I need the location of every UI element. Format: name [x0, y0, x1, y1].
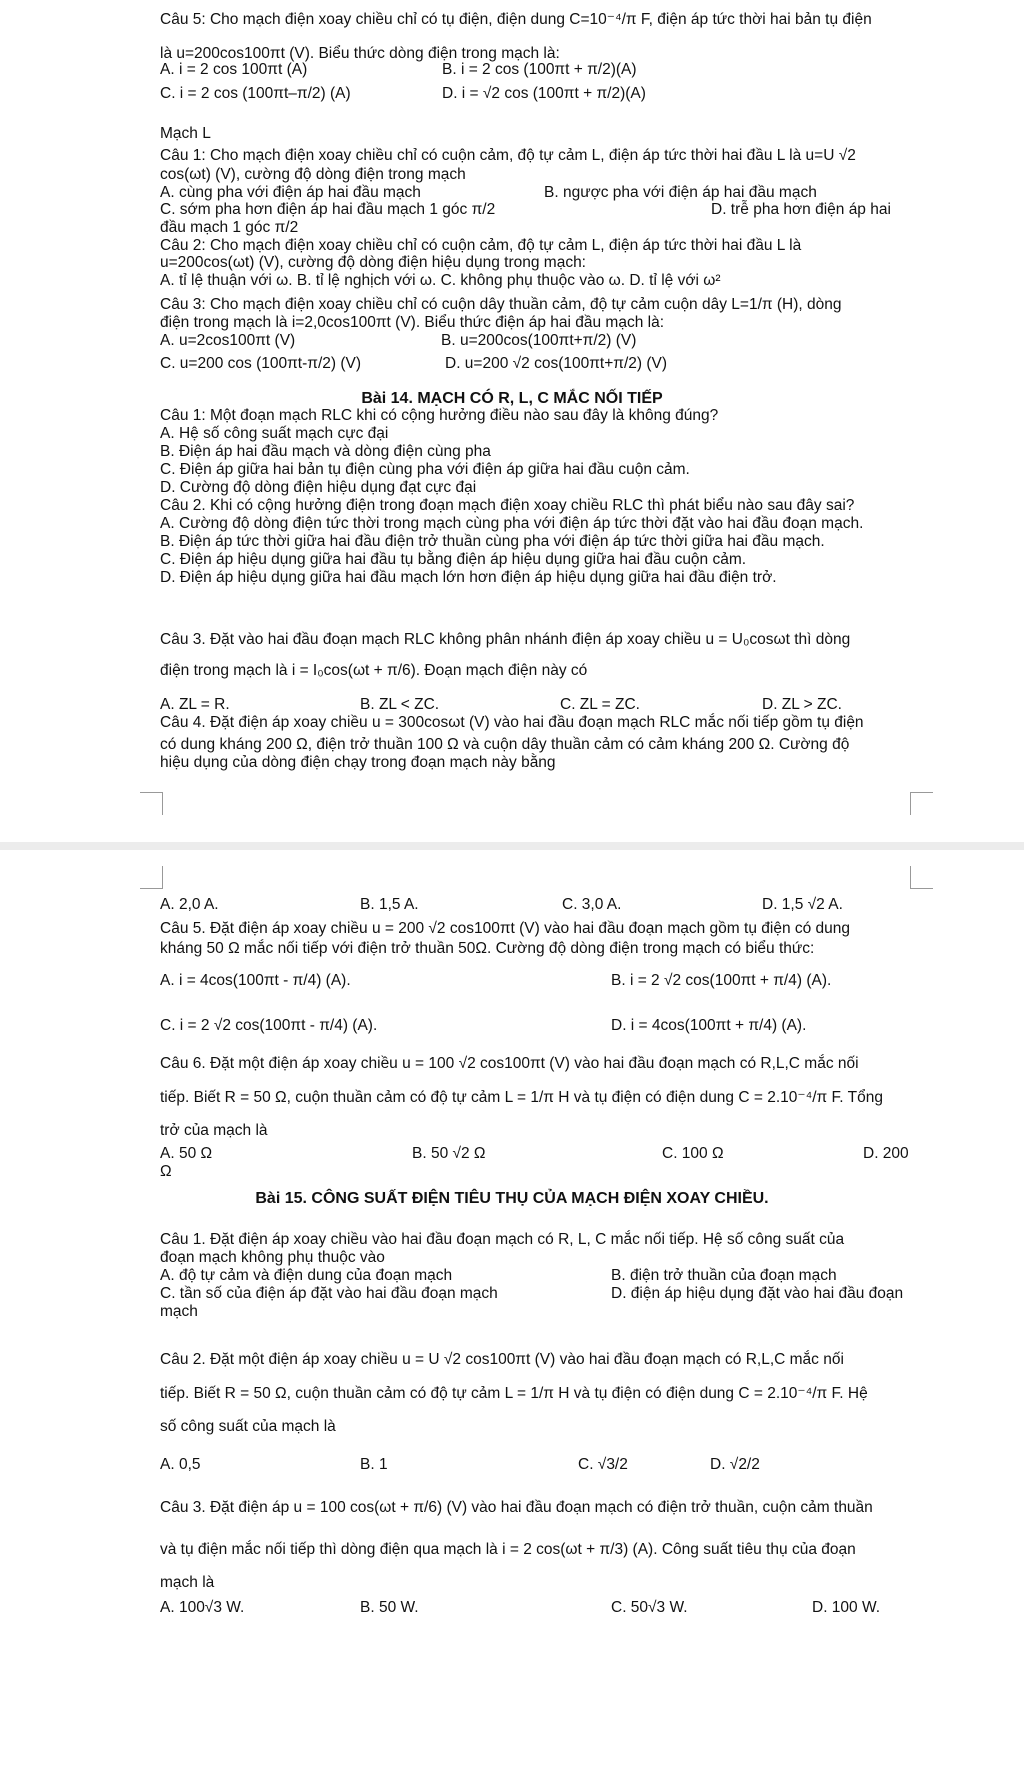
answer-b: B. 1,5 A.: [360, 896, 419, 913]
question-text: có dung kháng 200 Ω, điện trở thuần 100 Ω và cuộn dây thuần cảm có cảm kháng 200 Ω. Cường độ: [160, 736, 850, 753]
answer-c: C. tần số của điện áp đặt vào hai đầu đoạn mạch: [160, 1285, 498, 1302]
answer-d: D. i = √2 cos (100πt + π/2)(A): [442, 85, 646, 102]
answer-b: B. 50 W.: [360, 1599, 419, 1616]
question-text: Câu 2: Cho mạch điện xoay chiều chỉ có cuộn cảm, độ tự cảm L, điện áp tức thời hai đầu L là: [160, 237, 802, 254]
answer-a: A. u=2cos100πt (V): [160, 332, 296, 349]
answer-d: D. 1,5 √2 A.: [762, 896, 843, 913]
question-text: Câu 5. Đặt điện áp xoay chiều u = 200 √2 cos100πt (V) vào hai đầu đoạn mạch gồm tụ điện có dung: [160, 920, 851, 937]
question-text: Câu 3. Đặt vào hai đầu đoạn mạch RLC không phân nhánh điện áp xoay chiều u = U₀cosωt thì dòng: [160, 631, 851, 648]
page-corner-mark: [140, 866, 163, 889]
question-text: tiếp. Biết R = 50 Ω, cuộn thuần cảm có độ tự cảm L = 1/π H và tụ điện có điện dung C = 2.10⁻⁴/π F. Hệ: [160, 1385, 868, 1402]
answer-c: C. 100 Ω: [662, 1145, 724, 1162]
answer-c: C. u=200 cos (100πt-π/2) (V): [160, 355, 362, 372]
question-text: cos(ωt) (V), cường độ dòng điện trong mạch: [160, 166, 466, 183]
answer-b: B. Điện áp hai đầu mạch và dòng điện cùng pha: [160, 443, 491, 460]
section-title: Mạch L: [160, 125, 211, 142]
answer-b: B. điện trở thuần của đoạn mạch: [611, 1267, 837, 1284]
answer-d: D. u=200 √2 cos(100πt+π/2) (V): [445, 355, 668, 372]
question-text: đầu mạch 1 góc π/2: [160, 219, 299, 236]
answer-c: C. Điện áp giữa hai bản tụ điện cùng pha với điện áp giữa hai đầu cuộn cảm.: [160, 461, 690, 478]
question-text: Câu 6. Đặt một điện áp xoay chiều u = 100 √2 cos100πt (V) vào hai đầu đoạn mạch có R,L,C mắc nối: [160, 1055, 859, 1072]
answer-row: A. tỉ lệ thuận với ω. B. tỉ lệ nghịch với ω. C. không phụ thuộc vào ω. D. tỉ lệ với ω²: [160, 272, 721, 289]
page-corner-mark: [910, 792, 933, 815]
answer-c: C. 50√3 W.: [611, 1599, 688, 1616]
answer-b: B. ngược pha với điện áp hai đầu mạch: [544, 184, 817, 201]
answer-a: A. Hệ số công suất mạch cực đại: [160, 425, 389, 442]
answer-b: B. 50 √2 Ω: [412, 1145, 486, 1162]
question-text: là u=200cos100πt (V). Biểu thức dòng điện trong mạch là:: [160, 45, 560, 62]
answer-d: D. điện áp hiệu dụng đặt vào hai đầu đoạn: [611, 1285, 904, 1302]
answer-d: D. 200: [863, 1145, 909, 1162]
answer-d: D. trễ pha hơn điện áp hai: [711, 201, 891, 218]
answer-unit: Ω: [160, 1163, 172, 1180]
answer-c: C. Điện áp hiệu dụng giữa hai đầu tụ bằng điện áp hiệu dụng giữa hai đầu cuộn cảm.: [160, 551, 747, 568]
question-text: điện trong mạch là i=2,0cos100πt (V). Biểu thức điện áp hai đầu mạch là:: [160, 314, 665, 331]
answer-b: B. ZL < ZC.: [360, 696, 440, 713]
answer-d: D. Cường độ dòng điện hiệu dụng đạt cực đại: [160, 479, 477, 496]
question-text: số công suất của mạch là: [160, 1418, 336, 1435]
answer-a: A. i = 2 cos 100πt (A): [160, 61, 308, 78]
question-text: đoạn mạch không phụ thuộc vào: [160, 1249, 385, 1266]
answer-c: C. √3/2: [578, 1456, 628, 1473]
question-text: trở của mạch là: [160, 1122, 268, 1139]
answer-d: D. 100 W.: [812, 1599, 881, 1616]
answer-b: B. 1: [360, 1456, 388, 1473]
lesson-heading: Bài 15. CÔNG SUẤT ĐIỆN TIÊU THỤ CỦA MẠCH ĐIỆN XOAY CHIỀU.: [255, 1190, 769, 1207]
answer-a: A. i = 4cos(100πt - π/4) (A).: [160, 972, 351, 989]
question-text: Câu 3. Đặt điện áp u = 100 cos(ωt + π/6) (V) vào hai đầu đoạn mạch có điện trở thuần, cuộn cảm thuần: [160, 1499, 873, 1516]
lesson-heading: Bài 14. MẠCH CÓ R, L, C MẮC NỐI TIẾP: [361, 390, 663, 407]
answer-a: A. độ tự cảm và điện dung của đoạn mạch: [160, 1267, 453, 1284]
answer-a: A. Cường độ dòng điện tức thời trong mạch cùng pha với điện áp tức thời đặt vào hai đầu đoạn mạch.: [160, 515, 864, 532]
question-text: kháng 50 Ω mắc nối tiếp với điện trở thuần 50Ω. Cường độ dòng điện trong mạch có biểu thức:: [160, 940, 815, 957]
answer-a: A. cùng pha với điện áp hai đầu mạch: [160, 184, 421, 201]
answer-d: D. ZL > ZC.: [762, 696, 842, 713]
answer-b: B. i = 2 √2 cos(100πt + π/4) (A).: [611, 972, 832, 989]
question-text: mạch: [160, 1303, 198, 1320]
question-text: Câu 1: Cho mạch điện xoay chiều chỉ có cuộn cảm, độ tự cảm L, điện áp tức thời hai đầu L là u=U √2: [160, 147, 856, 164]
question-text: Câu 2. Khi có cộng hưởng điện trong đoạn mạch điện xoay chiều RLC thì phát biểu nào sau đây sai?: [160, 497, 855, 514]
question-text: mạch là: [160, 1574, 215, 1591]
question-text: Câu 4. Đặt điện áp xoay chiều u = 300cosωt (V) vào hai đầu đoạn mạch RLC mắc nối tiếp gồm tụ điện: [160, 714, 864, 731]
question-text: và tụ điện mắc nối tiếp thì dòng điện qua mạch là i = 2 cos(ωt + π/3) (A). Công suất tiêu thụ của đoạn: [160, 1541, 856, 1558]
answer-d: D. √2/2: [710, 1456, 760, 1473]
answer-b: B. u=200cos(100πt+π/2) (V): [441, 332, 637, 349]
question-text: điện trong mạch là i = I₀cos(ωt + π/6). Đoạn mạch điện này có: [160, 662, 588, 679]
page-separator: [0, 842, 1024, 850]
page-corner-mark: [140, 792, 163, 815]
answer-d: D. i = 4cos(100πt + π/4) (A).: [611, 1017, 807, 1034]
answer-c: C. i = 2 √2 cos(100πt - π/4) (A).: [160, 1017, 378, 1034]
question-text: Câu 3: Cho mạch điện xoay chiều chỉ có cuộn dây thuần cảm, độ tự cảm cuộn dây L=1/π (H), dòng: [160, 296, 842, 313]
question-text: Câu 5: Cho mạch điện xoay chiều chỉ có tụ điện, điện dung C=10⁻⁴/π F, điện áp tức thời hai bản tụ điện: [160, 11, 872, 28]
answer-c: C. 3,0 A.: [562, 896, 622, 913]
answer-a: A. ZL = R.: [160, 696, 230, 713]
answer-a: A. 50 Ω: [160, 1145, 213, 1162]
question-text: Câu 1. Đặt điện áp xoay chiều vào hai đầu đoạn mạch có R, L, C mắc nối tiếp. Hệ số công suất của: [160, 1231, 845, 1248]
answer-b: B. Điện áp tức thời giữa hai đầu điện trở thuần cùng pha với điện áp tức thời giữa hai đầu mạch.: [160, 533, 825, 550]
question-text: u=200cos(ωt) (V), cường độ dòng điện hiệu dụng trong mạch:: [160, 254, 586, 271]
question-text: hiệu dụng của dòng điện chạy trong đoạn mạch này bằng: [160, 754, 556, 771]
question-text: tiếp. Biết R = 50 Ω, cuộn thuần cảm có độ tự cảm L = 1/π H và tụ điện có điện dung C = 2.10⁻⁴/π F. Tổng: [160, 1089, 883, 1106]
answer-a: A. 100√3 W.: [160, 1599, 245, 1616]
answer-c: C. i = 2 cos (100πt–π/2) (A): [160, 85, 351, 102]
answer-c: C. sớm pha hơn điện áp hai đầu mạch 1 góc π/2: [160, 201, 496, 218]
answer-d: D. Điện áp hiệu dụng giữa hai đầu mạch lớn hơn điện áp hiệu dụng giữa hai đầu điện trở.: [160, 569, 777, 586]
question-text: Câu 2. Đặt một điện áp xoay chiều u = U √2 cos100πt (V) vào hai đầu đoạn mạch có R,L,C mắc nối: [160, 1351, 844, 1368]
answer-a: A. 0,5: [160, 1456, 201, 1473]
answer-b: B. i = 2 cos (100πt + π/2)(A): [442, 61, 637, 78]
question-text: Câu 1: Một đoạn mạch RLC khi có cộng hưởng điều nào sau đây là không đúng?: [160, 407, 719, 424]
answer-a: A. 2,0 A.: [160, 896, 219, 913]
page-corner-mark: [910, 866, 933, 889]
answer-c: C. ZL = ZC.: [560, 696, 640, 713]
